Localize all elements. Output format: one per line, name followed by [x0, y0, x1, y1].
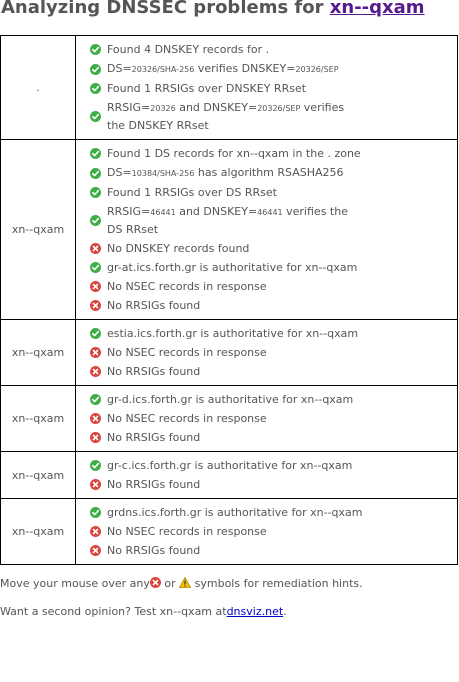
check-circle-icon: [90, 507, 101, 518]
check-circle-icon: [90, 328, 101, 339]
check-text: [107, 504, 363, 521]
check-item: [90, 98, 451, 135]
check-text: [107, 184, 363, 201]
check-text: [107, 278, 363, 295]
check-item: [90, 522, 451, 541]
check-text-part: No NSEC records in response: [107, 412, 267, 425]
error-circle-icon[interactable]: [90, 243, 101, 254]
check-circle-icon: [90, 168, 101, 179]
result-row: [1, 36, 458, 140]
check-text-part: Found 1 DS records for xn--qxam in the . zone: [107, 147, 361, 160]
error-circle-icon[interactable]: [90, 300, 101, 311]
result-row: [1, 499, 458, 565]
zone-name: xn--qxam: [1, 320, 76, 386]
record-id: 20326: [150, 104, 176, 113]
result-row: [1, 452, 458, 499]
zone-name: xn--qxam: [1, 140, 76, 320]
error-circle-icon[interactable]: [90, 347, 101, 358]
check-item: [90, 503, 451, 522]
check-text: [107, 145, 363, 162]
check-circle-icon: [90, 187, 101, 198]
check-text-part: RRSIG=: [107, 205, 151, 218]
checks-cell: [76, 320, 458, 386]
check-text-part: No NSEC records in response: [107, 525, 267, 538]
check-item: [90, 362, 451, 381]
check-item: [90, 409, 451, 428]
zone-name: xn--qxam: [1, 386, 76, 452]
check-text-part: DS=: [107, 166, 132, 179]
checks-cell: [76, 140, 458, 320]
check-text-part: gr-c.ics.forth.gr is authoritative for xn--qxam: [107, 459, 353, 472]
zone-name: xn--qxam: [1, 499, 76, 565]
check-item: [90, 343, 451, 362]
check-text-part: No RRSIGs found: [107, 431, 201, 444]
check-text: [107, 542, 363, 559]
check-text: [107, 523, 363, 540]
check-text-part: No RRSIGs found: [107, 299, 201, 312]
check-circle-icon: [90, 215, 101, 226]
check-text: [107, 457, 363, 474]
checks-cell: [76, 499, 458, 565]
check-text-part: No RRSIGs found: [107, 478, 201, 491]
check-text-part: gr-d.ics.forth.gr is authoritative for xn--qxam: [107, 393, 354, 406]
check-text-part: verifies DNSKEY=: [194, 62, 296, 75]
check-text-part: verifies the DNSKEY RRset: [107, 101, 345, 132]
check-text-part: grdns.ics.forth.gr is authoritative for xn--qxam: [107, 506, 363, 519]
check-text-part: estia.ics.forth.gr is authoritative for xn--qxam: [107, 327, 359, 340]
check-item: [90, 296, 451, 315]
warning-triangle-icon: [179, 577, 191, 588]
check-text: [107, 391, 363, 408]
second-opinion-text: Want a second opinion? Test xn--qxam at: [0, 605, 227, 618]
check-item: [90, 163, 451, 183]
error-circle-icon[interactable]: [90, 281, 101, 292]
check-circle-icon: [90, 262, 101, 273]
record-id: 20326/SHA-256: [131, 65, 195, 74]
check-item: [90, 324, 451, 343]
page-title: [0, 0, 459, 27]
check-text: [107, 297, 363, 314]
check-text-part: gr-at.ics.forth.gr is authoritative for xn--qxam: [107, 261, 358, 274]
check-text: [107, 259, 363, 276]
check-list: [90, 40, 451, 135]
check-item: [90, 541, 451, 560]
check-text: [107, 344, 363, 361]
check-list: [90, 390, 451, 447]
check-text-part: DS=: [107, 62, 132, 75]
check-item: [90, 428, 451, 447]
check-text: [107, 476, 363, 493]
checks-cell: [76, 386, 458, 452]
check-text: [107, 41, 363, 58]
results-table: [0, 35, 458, 565]
check-item: [90, 456, 451, 475]
hint-after: symbols for remediation hints.: [191, 577, 363, 590]
result-row: [1, 320, 458, 386]
second-opinion-after: .: [283, 605, 287, 618]
check-text: [107, 325, 363, 342]
hint-before: Move your mouse over any: [0, 577, 150, 590]
check-text-part: Found 4 DNSKEY records for .: [107, 43, 270, 56]
check-item: [90, 59, 451, 79]
result-row: [1, 140, 458, 320]
check-circle-icon: [90, 44, 101, 55]
check-text: [107, 203, 363, 238]
check-circle-icon: [90, 148, 101, 159]
error-circle-icon[interactable]: [90, 545, 101, 556]
check-text: [107, 429, 363, 446]
check-text-part: verifies the DS RRset: [107, 205, 348, 236]
zone-name: xn--qxam: [1, 452, 76, 499]
check-item: [90, 475, 451, 494]
check-text: [107, 80, 363, 97]
check-text-part: Found 1 RRSIGs over DS RRset: [107, 186, 277, 199]
check-item: [90, 258, 451, 277]
check-item: [90, 202, 451, 239]
check-text: [107, 99, 363, 134]
check-text-part: and DNSKEY=: [175, 101, 258, 114]
check-text: [107, 410, 363, 427]
dnsviz-link[interactable]: dnsviz.net: [226, 605, 284, 618]
results-body: [1, 36, 458, 565]
check-item: [90, 390, 451, 409]
record-id: 46441: [150, 208, 176, 217]
check-text: [107, 363, 363, 380]
check-item: [90, 239, 451, 258]
error-circle-icon[interactable]: [90, 366, 101, 377]
check-circle-icon: [90, 83, 101, 94]
check-text-part: has algorithm RSASHA256: [194, 166, 344, 179]
checks-cell: [76, 36, 458, 140]
check-text-part: No NSEC records in response: [107, 346, 267, 359]
check-text-part: Found 1 RRSIGs over DNSKEY RRset: [107, 82, 307, 95]
check-text-part: No DNSKEY records found: [107, 242, 250, 255]
error-circle-icon[interactable]: [90, 432, 101, 443]
check-list: [90, 456, 451, 494]
check-item: [90, 40, 451, 59]
check-list: [90, 503, 451, 560]
check-circle-icon: [90, 64, 101, 75]
check-circle-icon: [90, 460, 101, 471]
check-text: [107, 164, 363, 182]
check-item: [90, 144, 451, 163]
check-circle-icon: [90, 111, 101, 122]
result-row: [1, 386, 458, 452]
check-text-part: No RRSIGs found: [107, 365, 201, 378]
remediation-hint: [0, 576, 459, 592]
check-list: [90, 144, 451, 315]
page-title-prefix: Analyzing DNSSEC problems for: [1, 0, 330, 18]
zone-name: .: [1, 36, 76, 140]
error-circle-icon[interactable]: [90, 526, 101, 537]
check-text-part: and DNSKEY=: [175, 205, 258, 218]
check-text-part: RRSIG=: [107, 101, 151, 114]
hint-middle: or: [160, 577, 180, 590]
zone-link[interactable]: xn--qxam: [329, 0, 425, 18]
second-opinion: [0, 604, 459, 620]
check-circle-icon: [90, 394, 101, 405]
check-text: [107, 240, 363, 257]
record-id: 46441: [257, 208, 283, 217]
record-id: 20326/SEP: [295, 65, 339, 74]
check-list: [90, 324, 451, 381]
check-text: [107, 60, 363, 78]
checks-cell: [76, 452, 458, 499]
check-item: [90, 79, 451, 98]
error-circle-icon[interactable]: [90, 479, 101, 490]
error-circle-icon: [150, 577, 161, 588]
record-id: 20326/SEP: [257, 104, 301, 113]
check-text-part: No RRSIGs found: [107, 544, 201, 557]
check-text-part: No NSEC records in response: [107, 280, 267, 293]
check-item: [90, 277, 451, 296]
check-item: [90, 183, 451, 202]
record-id: 10384/SHA-256: [131, 169, 195, 178]
error-circle-icon[interactable]: [90, 413, 101, 424]
